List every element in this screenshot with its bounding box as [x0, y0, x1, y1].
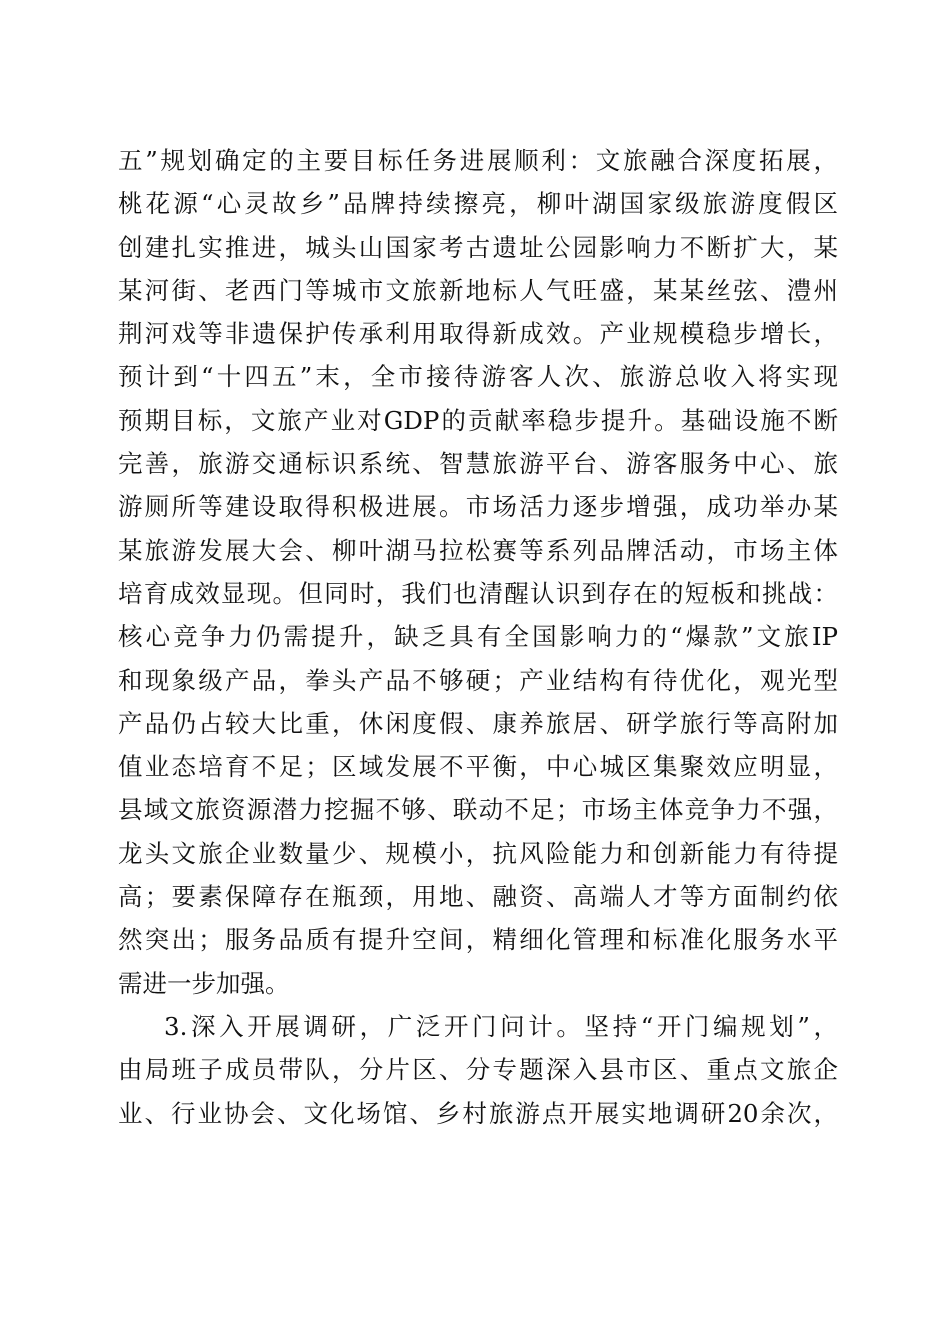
text-line: 高；要素保障存在瓶颈，用地、融资、高端人才等方面制约依 [118, 882, 838, 912]
text-line: 完善，旅游交通标识系统、智慧旅游平台、游客服务中心、旅 [118, 449, 838, 479]
body-text [118, 139, 838, 1135]
text-line: 县域文旅资源潜力挖掘不够、联动不足；市场主体竞争力不强， [118, 795, 838, 825]
paragraph-end-line: 需进一步加强。 [118, 968, 290, 998]
text-line: 核心竞争力仍需提升，缺乏具有全国影响力的“爆款”文旅IP [118, 622, 838, 652]
text-line: 由局班子成员带队，分片区、分专题深入县市区、重点文旅企 [118, 1055, 838, 1085]
text-line: 值业态培育不足；区域发展不平衡，中心城区集聚效应明显， [118, 752, 838, 782]
text-line: 预期目标，文旅产业对GDP的贡献率稳步提升。基础设施不断 [118, 405, 838, 435]
text-line: 游厕所等建设取得积极进展。市场活力逐步增强，成功举办某 [118, 492, 838, 522]
text-line: 创建扎实推进，城头山国家考古遗址公园影响力不断扩大，某 [118, 232, 838, 262]
text-line: 某旅游发展大会、柳叶湖马拉松赛等系列品牌活动，市场主体 [118, 535, 838, 565]
text-line: 和现象级产品，拳头产品不够硬；产业结构有待优化，观光型 [118, 665, 838, 695]
text-line: 业、行业协会、文化场馆、乡村旅游点开展实地调研20余次， [118, 1098, 838, 1128]
text-line: 然突出；服务品质有提升空间，精细化管理和标准化服务水平 [118, 925, 838, 955]
text-line: 产品仍占较大比重，休闲度假、康养旅居、研学旅行等高附加 [118, 708, 838, 738]
text-line: 桃花源“心灵故乡”品牌持续擦亮，柳叶湖国家级旅游度假区 [118, 189, 838, 219]
section-heading-line: 3.深入开展调研，广泛开门问计。坚持“开门编规划”， [164, 1011, 838, 1041]
text-line: 预计到“十四五”末，全市接待游客人次、旅游总收入将实现 [118, 362, 838, 392]
text-line: 龙头文旅企业数量少、规模小，抗风险能力和创新能力有待提 [118, 838, 838, 868]
text-line: 某河街、老西门等城市文旅新地标人气旺盛，某某丝弦、澧州 [118, 275, 838, 305]
text-line: 荆河戏等非遗保护传承利用取得新成效。产业规模稳步增长， [118, 319, 838, 349]
text-line: 培育成效显现。但同时，我们也清醒认识到存在的短板和挑战： [118, 578, 838, 608]
text-line: 五”规划确定的主要目标任务进展顺利：文旅融合深度拓展， [118, 146, 838, 175]
